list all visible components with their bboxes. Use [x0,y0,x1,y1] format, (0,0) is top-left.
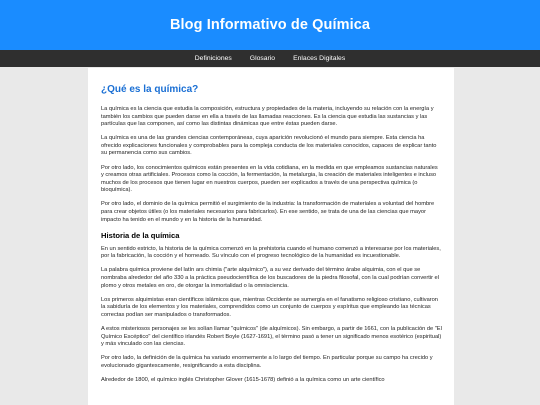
history-paragraph: La palabra química proviene del latín ars chimia ("arte alquímico"), a su vez derivado del término árabe alquimia, con el que se nombraba alrededor del año 330 a la práctica pseudocientífica de los buscadores de la piedra filosofal, con la cual podrían convertir el plomo y otros metales en oro, de otorgar la inmortalidad o la omnisciencia. [101,267,439,289]
history-paragraph: En un sentido estricto, la historia de la química comenzó en la prehistoria cuando el humano comenzó a interesarse por los materiales, por la fabricación, la cocción y el horneado. Su vínculo con el progreso tecnológico de la humanidad es incuestionable. [101,245,441,260]
intro-paragraph: La química es una de las grandes ciencias contemporáneas, cuya aparición revolucionó el mundo para siempre. Esta ciencia ha ofrecido explicaciones funcionales y comprobables para la compleja conducta de los materiales conocidos, capaces de explicar tanto su permanencia como sus cambios. [101,135,437,157]
nav-link-enlaces-digitales[interactable]: Enlaces Digitales [293,55,346,62]
site-header [0,0,540,50]
article-card [88,68,454,405]
intro-paragraph: Por otro lado, los conocimientos químicos están presentes en la vida cotidiana, en la medida en que empleamos sustancias naturales y creamos otras artificiales. Procesos como la cocción, la fermentación, la metalurgia, la creación de materiales inteligentes e incluso muchos de los procesos que tienen lugar en nuestros cuerpos, pueden ser explicados a través de una perspectiva química (o bioquímica). [101,164,438,194]
intro-paragraph: Por otro lado, el dominio de la química permitió el surgimiento de la industria: la transformación de materiales a voluntad del hombre para crear objetos útiles (o los materiales necesarios para fabricarlos). En ese sentido, se trata de una de las ciencias que mayor impacto ha tenido en el mundo y en la historia de la humanidad. [101,201,435,223]
main-nav [0,50,540,67]
history-heading: Historia de la química [101,230,180,240]
history-paragraph: Por otro lado, la definición de la química ha variado enormemente a lo largo del tiempo. En particular porque su campo ha crecido y evolucionado gigantescamente, resignificando a esta disciplina. [101,355,433,369]
nav-link-definiciones[interactable]: Definiciones [194,55,232,62]
site-title: Blog Informativo de Química [169,17,371,33]
nav-link-glosario[interactable]: Glosario [249,55,276,62]
history-paragraph: Alrededor de 1800, el químico inglés Christopher Glover (1615-1678) definió a la química como un arte científico [101,376,385,383]
history-paragraph: A estos misteriosos personajes se les solían llamar "químicos" (de alquímicos). Sin embargo, a partir de 1661, con la publicación de "El Químico Escéptico" del científico irlandés Robert Boyle (1627-1691), el término pasó a tener un significado menos esotérico (espiritual) y más vinculado con las ciencias. [101,325,442,348]
article-title: ¿Qué es la química? [101,84,199,95]
intro-paragraph: La química es la ciencia que estudia la composición, estructura y propiedades de la materia, incluyendo su relación con la energía y también los cambios que pueden darse en ella a través de las llamadas reacciones. Es la ciencia que estudia las sustancias y las partículas que las componen, así como las distintas dinámicas que entre éstas pueden darse. [101,106,434,128]
history-paragraph: Los primeros alquimistas eran científicos islámicos que, mientras Occidente se sumergía en el fanatismo religioso cristiano, cultivaron la sabiduría de los elementos y los materiales, comprendidos como un conjunto de cuerpos y espíritus que empleando las técnicas correctas podían ser manipulados o transformados. [101,296,438,318]
